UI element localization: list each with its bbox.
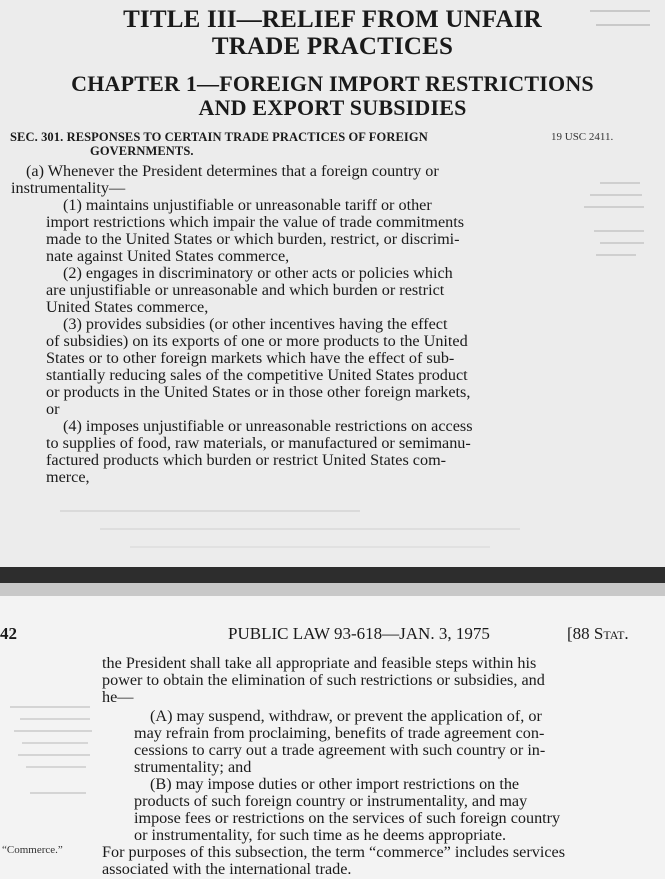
body-line: stantially reducing sales of the competitive United States product [46, 366, 468, 384]
bleed-through-bottom [40, 500, 600, 560]
body-line: States or to other foreign markets which have the effect of sub- [46, 349, 455, 367]
body-line: or instrumentality, for such time as he deems appropriate. [134, 826, 507, 844]
body-line: the President shall take all appropriate and feasible steps within his [102, 654, 537, 672]
running-head: PUBLIC LAW 93-618—JAN. 3, 1975 [228, 624, 490, 643]
body-line: (1) maintains unjustifiable or unreasonable tariff or other [63, 196, 432, 214]
body-line: (A) may suspend, withdraw, or prevent the application of, or [150, 707, 542, 725]
body-line: of subsidies) on its exports of one or more products to the United [46, 332, 468, 350]
body-line: cessions to carry out a trade agreement with such country or in- [134, 741, 546, 759]
body-line: to supplies of food, raw materials, or manufactured or semimanu- [46, 434, 471, 452]
body-line: or [46, 400, 60, 418]
body-line: nate against United States commerce, [46, 247, 290, 265]
body-line: may refrain from proclaiming, benefits of trade agreement con- [134, 724, 545, 742]
margin-note-commerce: “Commerce.” [2, 844, 63, 856]
title-line-1: TITLE III—RELIEF FROM UNFAIR [123, 6, 542, 33]
body-line: are unjustifiable or unreasonable and which burden or restrict [46, 281, 445, 299]
body-line: instrumentality— [11, 179, 126, 197]
body-line: (3) provides subsidies (or other incentives having the effect [63, 315, 448, 333]
statute-reference: [88 Stat. [567, 624, 629, 643]
bleed-through-margin [0, 696, 110, 816]
body-line: (a) Whenever the President determines that a foreign country or [26, 162, 439, 180]
body-line: United States commerce, [46, 298, 209, 316]
body-line: strumentality; and [134, 758, 252, 776]
page-gap-shadow [0, 567, 665, 583]
body-line: or products in the United States or in those other foreign markets, [46, 383, 471, 401]
body-line: For purposes of this subsection, the term “commerce” includes services [102, 843, 566, 861]
body-line: (2) engages in discriminatory or other acts or policies which [63, 264, 453, 282]
body-line: import restrictions which impair the value of trade commitments [46, 213, 465, 231]
body-line: impose fees or restrictions on the services of such foreign country [134, 809, 561, 827]
body-line: he— [102, 688, 134, 706]
body-line: (4) imposes unjustifiable or unreasonable restrictions on access [63, 417, 473, 435]
chapter-line-2: AND EXPORT SUBSIDIES [198, 95, 467, 120]
body-line: power to obtain the elimination of such restrictions or subsidies, and [102, 671, 545, 689]
page-number: 42 [0, 624, 17, 643]
body-line: merce, [46, 468, 90, 486]
body-line: made to the United States or which burden, restrict, or discrimi- [46, 230, 460, 248]
body-line: products of such foreign country or instrumentality, and may [134, 792, 528, 810]
body-line: associated with the international trade. [102, 860, 352, 878]
page-bottom-scan [0, 596, 665, 879]
section-heading-line-2: GOVERNMENTS. [90, 144, 194, 158]
bleed-through-marks [560, 160, 660, 520]
title-line-2: TRADE PRACTICES [211, 33, 454, 60]
section-heading-line-1: SEC. 301. RESPONSES TO CERTAIN TRADE PRACTICES OF FOREIGN [10, 130, 428, 144]
margin-citation: 19 USC 2411. [551, 131, 614, 143]
page-gap-light [0, 583, 665, 596]
chapter-line-1: CHAPTER 1—FOREIGN IMPORT RESTRICTIONS [71, 71, 594, 96]
body-line: factured products which burden or restrict United States com- [46, 451, 447, 469]
body-line: (B) may impose duties or other import restrictions on the [150, 775, 520, 793]
